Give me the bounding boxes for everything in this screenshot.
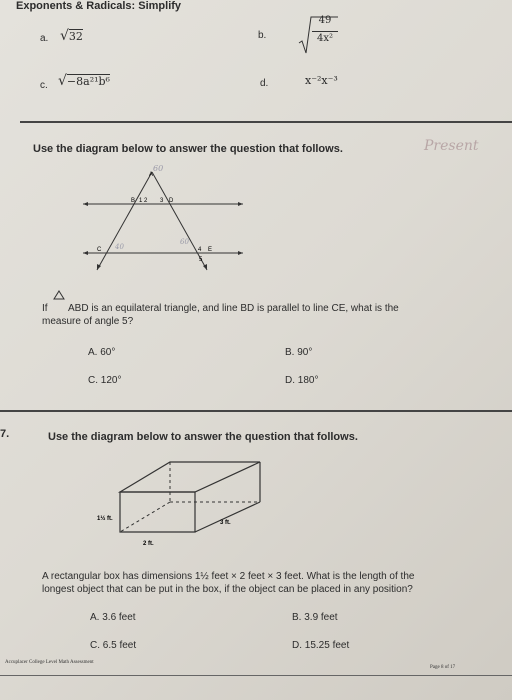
q6-choice-b[interactable]: B. 90°	[285, 347, 313, 358]
box-diagram	[97, 452, 285, 547]
item-a-letter: a.	[40, 33, 49, 44]
footer-left: Accuplacer College Level Math Assessment	[5, 660, 94, 665]
item-c-radical: √−8a²¹b⁶	[58, 73, 110, 89]
handwritten-note: Present	[424, 138, 479, 154]
q6-choice-c[interactable]: C. 120°	[88, 375, 122, 386]
item-a-expr: 32	[68, 30, 83, 43]
label-D: D	[169, 198, 174, 204]
q6-stem-line1: ABD is an equilateral triangle, and line BD is parallel to line CE, what is the	[68, 303, 399, 314]
q7-number: 7.	[0, 428, 10, 440]
item-b-denominator: 4x²	[316, 33, 333, 44]
label-A: A	[149, 172, 154, 178]
item-c-letter: c.	[40, 80, 48, 91]
item-b-letter: b.	[258, 30, 267, 41]
label-4: 4	[198, 247, 202, 253]
q7-choice-b[interactable]: B. 3.9 feet	[292, 612, 338, 623]
item-a-radical: √32	[60, 28, 83, 44]
q6-choice-a[interactable]: A. 60°	[88, 347, 116, 358]
triangle-symbol-icon	[53, 290, 65, 300]
q7-choice-d[interactable]: D. 15.25 feet	[292, 640, 350, 651]
item-d-letter: d.	[260, 78, 269, 89]
q6-instruction: Use the diagram below to answer the question that follows.	[33, 143, 343, 155]
item-d-expr: x⁻²x⁻³	[305, 74, 338, 87]
handwritten-angle-left: 40	[115, 243, 124, 251]
q7-choice-c[interactable]: C. 6.5 feet	[90, 640, 137, 651]
q6-stem-line2: measure of angle 5?	[42, 316, 134, 327]
label-C: C	[97, 247, 102, 253]
label-B: B	[131, 198, 136, 204]
q7-stem-line2: longest object that can be put in the box, if the object can be placed in any position?	[42, 584, 413, 595]
divider-2	[0, 410, 512, 412]
q7-choice-a[interactable]: A. 3.6 feet	[90, 612, 136, 623]
triangle-diagram	[75, 162, 255, 272]
handwritten-angle-top: 60	[153, 164, 164, 173]
section-title: Exponents & Radicals: Simplify	[16, 0, 182, 12]
item-c-expr: −8a²¹b⁶	[66, 75, 110, 88]
box-label-depth: 3 ft.	[220, 520, 231, 526]
label-5: 5	[199, 257, 203, 263]
handwritten-angle-right: 60	[180, 238, 189, 246]
footer-page-number: Page 8 of 17	[430, 665, 456, 670]
item-b-numerator: 49	[318, 15, 332, 26]
radical-sign-icon	[298, 15, 312, 55]
q7-stem-line1: A rectangular box has dimensions 1½ feet × 2 feet × 3 feet. What is the length of the	[42, 571, 415, 582]
label-2: 2	[144, 198, 148, 204]
q6-if: If	[42, 303, 48, 314]
label-E: E	[208, 247, 213, 253]
q6-choice-d[interactable]: D. 180°	[285, 375, 319, 386]
divider-1	[20, 121, 512, 123]
divider-footer	[0, 675, 512, 676]
fraction-bar	[312, 31, 338, 32]
q7-instruction: Use the diagram below to answer the question that follows.	[48, 431, 358, 443]
label-3: 3	[160, 198, 164, 204]
box-label-width: 2 ft.	[143, 541, 154, 547]
label-1: 1	[139, 198, 143, 204]
box-label-height: 1½ ft.	[97, 516, 113, 522]
